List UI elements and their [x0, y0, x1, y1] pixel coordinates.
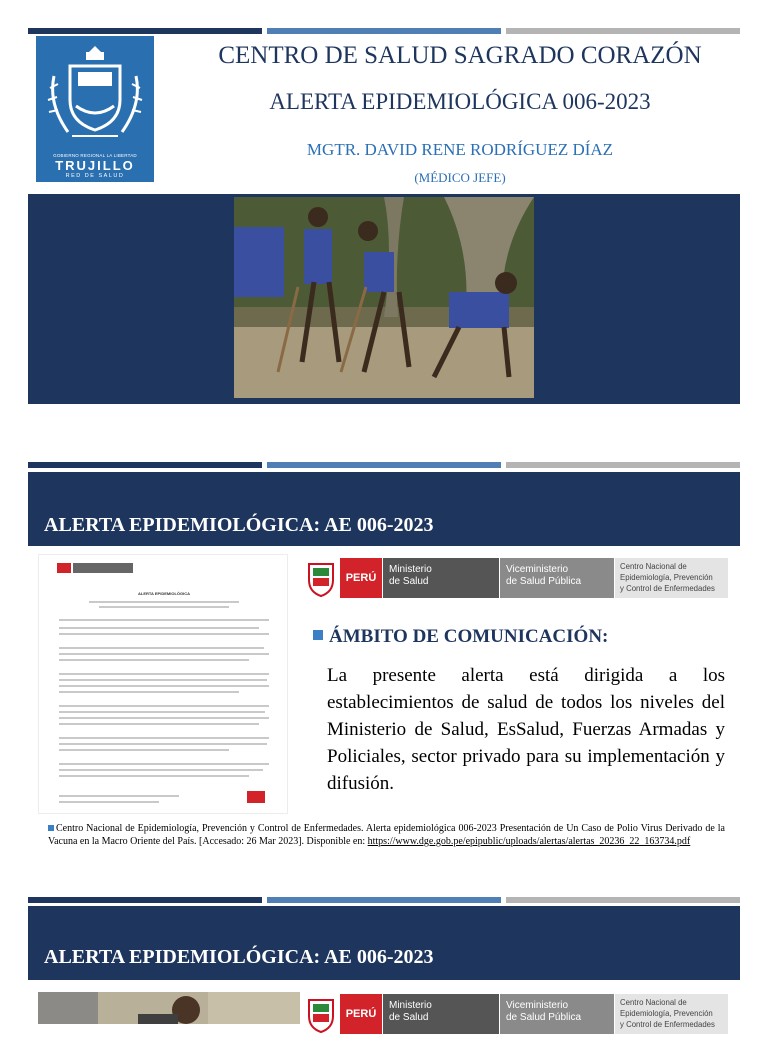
slide2-header-title: ALERTA EPIDEMIOLÓGICA: AE 006-2023: [44, 514, 434, 536]
slide-title: CENTRO DE SALUD SAGRADO CORAZÓN: [218, 42, 702, 69]
ministerio-label: Ministerio de Salud: [383, 994, 499, 1034]
author-role: (MÉDICO JEFE): [414, 170, 506, 185]
slide3-ministry-logo-strip: [304, 992, 728, 1029]
slide3-header-title: ALERTA EPIDEMIOLÓGICA: AE 006-2023: [44, 946, 434, 968]
bullet-square-icon: [48, 825, 54, 831]
cnep-label: Centro Nacional de Epidemiología, Prevención y Control de Enfermedades: [615, 558, 728, 598]
red-de-salud-trujillo-logo: [36, 36, 154, 182]
bullet-square-icon: [313, 630, 323, 640]
viceministerio-label: Viceministerio de Salud Pública: [500, 558, 614, 598]
alert-document-thumbnail: [38, 554, 288, 814]
slide3-bar-navy: [28, 897, 262, 903]
scope-heading: ÁMBITO DE COMUNICACIÓN:: [313, 626, 608, 648]
peru-label: PERÚ: [340, 994, 382, 1034]
peru-label: PERÚ: [340, 558, 382, 598]
coat-of-arms-icon: [36, 36, 154, 152]
slide3-header: [28, 906, 740, 980]
scope-body-text: La presente alerta está dirigida a los establecimientos de salud de todos los niveles del Ministerio de Salud, EsSalud, Fuerzas Armadas y Policiales, sector privado para su implementación y difusión.: [327, 665, 725, 794]
doc-title: ALERTA EPIDEMIOLÓGICA: [138, 591, 190, 596]
author-name: MGTR. DAVID RENE RODRÍGUEZ DÍAZ: [306, 140, 614, 159]
slide2-bar-grey: [506, 462, 740, 468]
slide3-bar-blue: [267, 897, 501, 903]
ministry-logo-strip: [304, 556, 728, 600]
logo-region-text: GOBIERNO REGIONAL LA LIBERTAD: [53, 153, 137, 158]
reference-citation: Centro Nacional de Epidemiología, Prevención y Control de Enfermedades. Alerta epidemiológica 006-2023 Presentación de Un Caso de Polio Virus Derivado de la Vacuna en la Macro Oriente del País. [Accesado: 26 Mar 2023]. Disponible en: https://www.dge.gob.pe/epipublic/uploads/alertas/alertas_20236_22_163734.pdf: [48, 823, 725, 847]
cnep-label: Centro Nacional de Epidemiología, Prevención y Control de Enfermedades: [615, 994, 728, 1034]
slide2-bar-navy: [28, 462, 262, 468]
ministerio-label: Ministerio de Salud: [383, 558, 499, 598]
slide2-bar-blue: [267, 462, 501, 468]
doc-peru-logo: [57, 563, 71, 573]
peru-seal-icon: [304, 992, 338, 1036]
slide-subtitle: ALERTA EPIDEMIOLÓGICA 006-2023: [269, 89, 651, 114]
top-bar-blue: [267, 28, 501, 34]
viceministerio-label: Viceministerio de Salud Pública: [500, 994, 614, 1034]
top-bar-grey: [506, 28, 740, 34]
slide2-header: [28, 472, 740, 546]
reference-link[interactable]: https://www.dge.gob.pe/epipublic/uploads/alertas/alertas_20236_22_163734.pdf: [367, 836, 691, 847]
polio-children-photo: [234, 197, 534, 398]
slide3-bar-grey: [506, 897, 740, 903]
peru-seal-icon: [304, 556, 338, 600]
logo-network-text: RED DE SALUD: [65, 173, 125, 179]
top-bar-navy: [28, 28, 262, 34]
logo-city-text: TRUJILLO: [55, 158, 135, 173]
slide3-photo: [38, 992, 300, 1024]
